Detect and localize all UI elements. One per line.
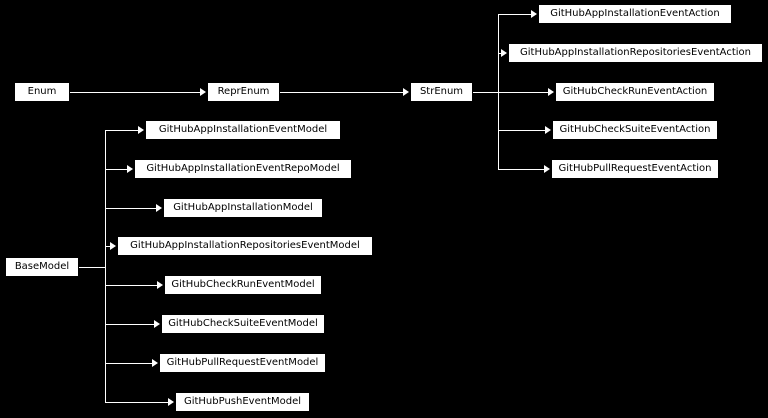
edge-basemodel-pusheventmodel: [105, 402, 169, 403]
edge-basemodel-stub: [79, 267, 105, 268]
class-node-label: GitHubAppInstallationEventAction: [550, 8, 720, 19]
edge-basemodel-checksuiteeventmodel: [105, 324, 155, 325]
edge-basemodel-checkruneventmodel: [105, 285, 158, 286]
class-node-label: GitHubCheckRunEventModel: [171, 279, 315, 290]
class-node-githubappinstallationeventmodel[interactable]: [145, 120, 341, 140]
class-node-githubappinstallationrepositorieseventaction[interactable]: [508, 43, 763, 63]
class-node-label: GitHubCheckSuiteEventModel: [168, 318, 318, 329]
class-node-label: GitHubPullRequestEventAction: [558, 163, 712, 174]
class-node-label: GitHubAppInstallationEventRepoModel: [146, 163, 340, 174]
arrow-appinstallationrepositorieseventaction: [501, 49, 507, 57]
edge-enum-reprenum: [70, 92, 201, 93]
arrow-strenum: [403, 88, 409, 96]
edge-basemodel-appinstallationeventrepomodel: [105, 169, 128, 170]
class-node-githubchecksuiteeventaction[interactable]: [552, 120, 718, 140]
class-node-githubpullrequesteventmodel[interactable]: [159, 353, 326, 373]
edge-basemodel-pullrequesteventmodel: [105, 363, 153, 364]
edge-basemodel-appinstallationmodel: [105, 208, 157, 209]
arrow-checkruneventmodel: [157, 281, 163, 289]
class-node-basemodel[interactable]: [5, 257, 79, 277]
arrow-pullrequesteventmodel: [152, 359, 158, 367]
class-node-enum[interactable]: [14, 82, 70, 102]
class-node-githubchecksuiteeventmodel[interactable]: [161, 314, 325, 334]
class-node-githubpusheventmodel[interactable]: [175, 392, 310, 412]
edge-basemodel-appinstallationeventmodel: [105, 130, 139, 131]
class-node-label: GitHubAppInstallationEventModel: [158, 124, 328, 135]
class-node-githubappinstallationeventrepomodel[interactable]: [134, 159, 352, 179]
arrow-pusheventmodel: [168, 398, 174, 406]
class-node-githubcheckruneventmodel[interactable]: [164, 275, 322, 295]
class-node-label: ReprEnum: [217, 86, 270, 97]
arrow-appinstallationeventaction: [531, 10, 537, 18]
class-node-label: GitHubAppInstallationRepositoriesEventModel: [130, 240, 360, 251]
class-node-githubappinstallationeventaction[interactable]: [538, 4, 732, 24]
arrow-checksuiteeventaction: [545, 126, 551, 134]
class-node-label: BaseModel: [14, 261, 70, 272]
class-node-label: Enum: [27, 86, 57, 97]
class-node-githubappinstallationrepositorieseventmodel[interactable]: [117, 236, 373, 256]
edge-basemodel-spine: [105, 130, 106, 402]
arrow-appinstallationmodel: [156, 204, 162, 212]
class-node-label: GitHubPullRequestEventModel: [166, 357, 319, 368]
class-node-githubpullrequesteventaction[interactable]: [551, 159, 719, 179]
arrow-reprenum: [200, 88, 206, 96]
edge-strenum-stub: [473, 92, 498, 93]
edge-strenum-pullrequesteventaction: [498, 169, 545, 170]
arrow-appinstallationeventrepomodel: [127, 165, 133, 173]
class-node-label: GitHubAppInstallationRepositoriesEventAction: [520, 47, 751, 58]
class-node-githubappinstallationmodel[interactable]: [163, 198, 323, 218]
edge-reprenum-strenum: [280, 92, 404, 93]
class-node-githubcheckruneventaction[interactable]: [555, 82, 715, 102]
edge-strenum-checksuiteeventaction: [498, 130, 546, 131]
arrow-pullrequesteventaction: [544, 165, 550, 173]
class-node-label: GitHubAppInstallationModel: [173, 202, 313, 213]
arrow-appinstallationeventmodel: [138, 126, 144, 134]
arrow-appinstallationrepositorieseventmodel: [110, 242, 116, 250]
class-node-strenum[interactable]: [410, 82, 473, 102]
class-node-reprenum[interactable]: [207, 82, 280, 102]
class-node-label: StrEnum: [419, 86, 464, 97]
edge-strenum-checkruneventaction: [498, 92, 549, 93]
arrow-checksuiteeventmodel: [154, 320, 160, 328]
class-node-label: GitHubCheckRunEventAction: [562, 86, 708, 97]
class-node-label: GitHubPushEventModel: [183, 396, 302, 407]
arrow-checkruneventaction: [548, 88, 554, 96]
edge-strenum-appinstallationeventaction: [498, 14, 532, 15]
class-node-label: GitHubCheckSuiteEventAction: [559, 124, 711, 135]
